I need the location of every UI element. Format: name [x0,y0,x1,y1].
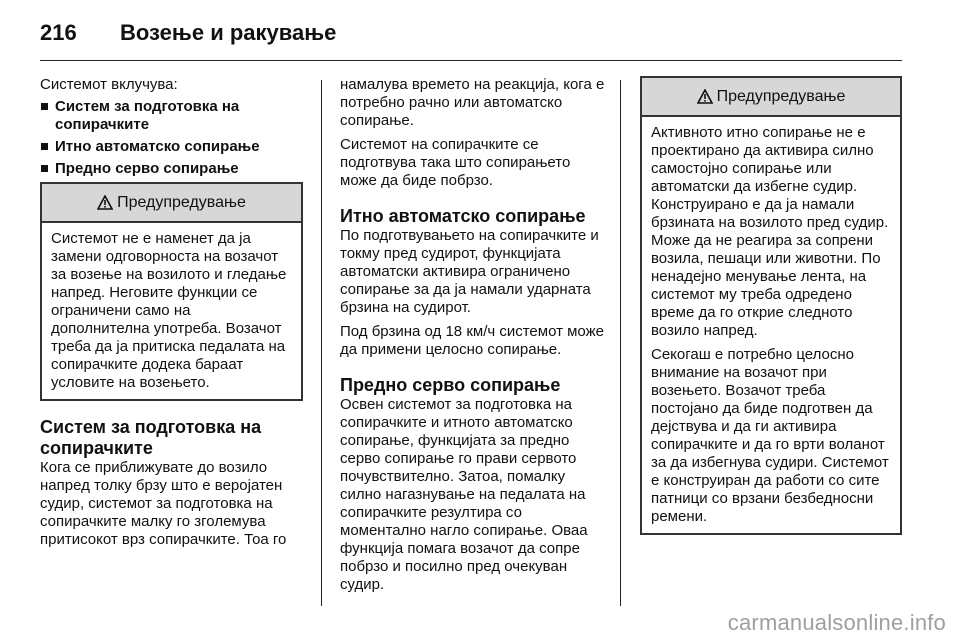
warning-header [642,78,900,117]
paragraph: Под брзина од 18 км/ч системот може да примени целосно сопирање. [340,323,604,358]
warning-heading: Предупредување [716,87,846,105]
square-bullet-icon [41,103,48,110]
warning-triangle-icon [97,195,113,210]
warning-text: Активното итно сопирање не е проектирано да активира силно самостојно сопирање или автоматски да избегне судир. Конструирано е да ја намали брзината на возилото пред судир. Може да не реагира за сопрени возила, пешаци или животни. По ненадејно менување лента, на системот му треба одредено време да го открие следното возило напред. [651,124,889,339]
list-item: Предно серво сопирање [40,160,303,178]
page-number: 216 [40,20,77,45]
warning-header [42,184,301,223]
square-bullet-icon [41,165,48,172]
warning-box [640,76,902,535]
section-heading: Систем за подготовка на сопирачките [40,417,262,458]
square-bullet-icon [41,143,48,150]
paragraph: Кога се приближувате до возило напред толку брзу што е веројатен судир, системот за подготовка на сопирачките малку го зголемува притисокот врз сопирачките. Тоа го [40,459,287,548]
column-2 [340,76,606,594]
paragraph: Системот на сопирачките се подготвува така што сопирањето може да биде побрзо. [340,136,571,189]
paragraph: Освен системот за подготовка на сопирачките и итното автоматско сопирање, функцијата за предно серво сопирање го прави сервото почувствително. Затоа, помалку силно нагазнување на педалата на сопирачките резултира со моментално нагло сопирање. Оваа функција помага возачот да сопре побрзо и посилно пред очекуван судир. [340,396,588,593]
paragraph: намалува времето на реакција, кога е потребно рачно или автоматско сопирање. [340,76,605,129]
list-item: Систем за подготовка на сопирачките [40,98,303,134]
section-heading: Итно автоматско сопирање [340,206,586,226]
section-heading: Предно серво сопирање [340,375,561,395]
warning-triangle-icon [697,89,713,104]
warning-box [40,182,303,401]
page-header [40,14,902,58]
feature-list [40,98,303,178]
list-item: Итно автоматско сопирање [40,138,303,156]
intro-text: Системот вклучува: [40,76,178,93]
chapter-title: Возење и ракување [120,20,337,45]
column-divider-2 [620,80,621,606]
column-1 [40,76,303,549]
column-divider-1 [321,80,322,606]
header-divider [40,60,902,61]
column-3 [640,76,902,535]
warning-heading: Предупредување [117,193,246,211]
paragraph: По подготвувањето на сопирачките и токму пред судирот, функцијата автоматски активира ограничено сопирање за да ја намали ударната брзина на судирот. [340,227,599,316]
warning-text: Секогаш е потребно целосно внимание на возачот при возењето. Возачот треба постојано да биде подготвен да дејствува и да ги активира сопирачките и да го врти воланот за да избегнува судири. Системот е конструиран да работи со сите патници со врзани безбедносни ремени. [651,346,889,525]
watermark: carmanualsonline.info [727,610,946,635]
warning-text: Системот не е наменет да ја замени одговорноста на возачот за возење на возилото и гледање напред. Неговите функции се ограничени само на дополнителна употреба. Возачот треба да ја притиска педалата на сопирачките додека бараат условите на возењето. [51,230,287,391]
